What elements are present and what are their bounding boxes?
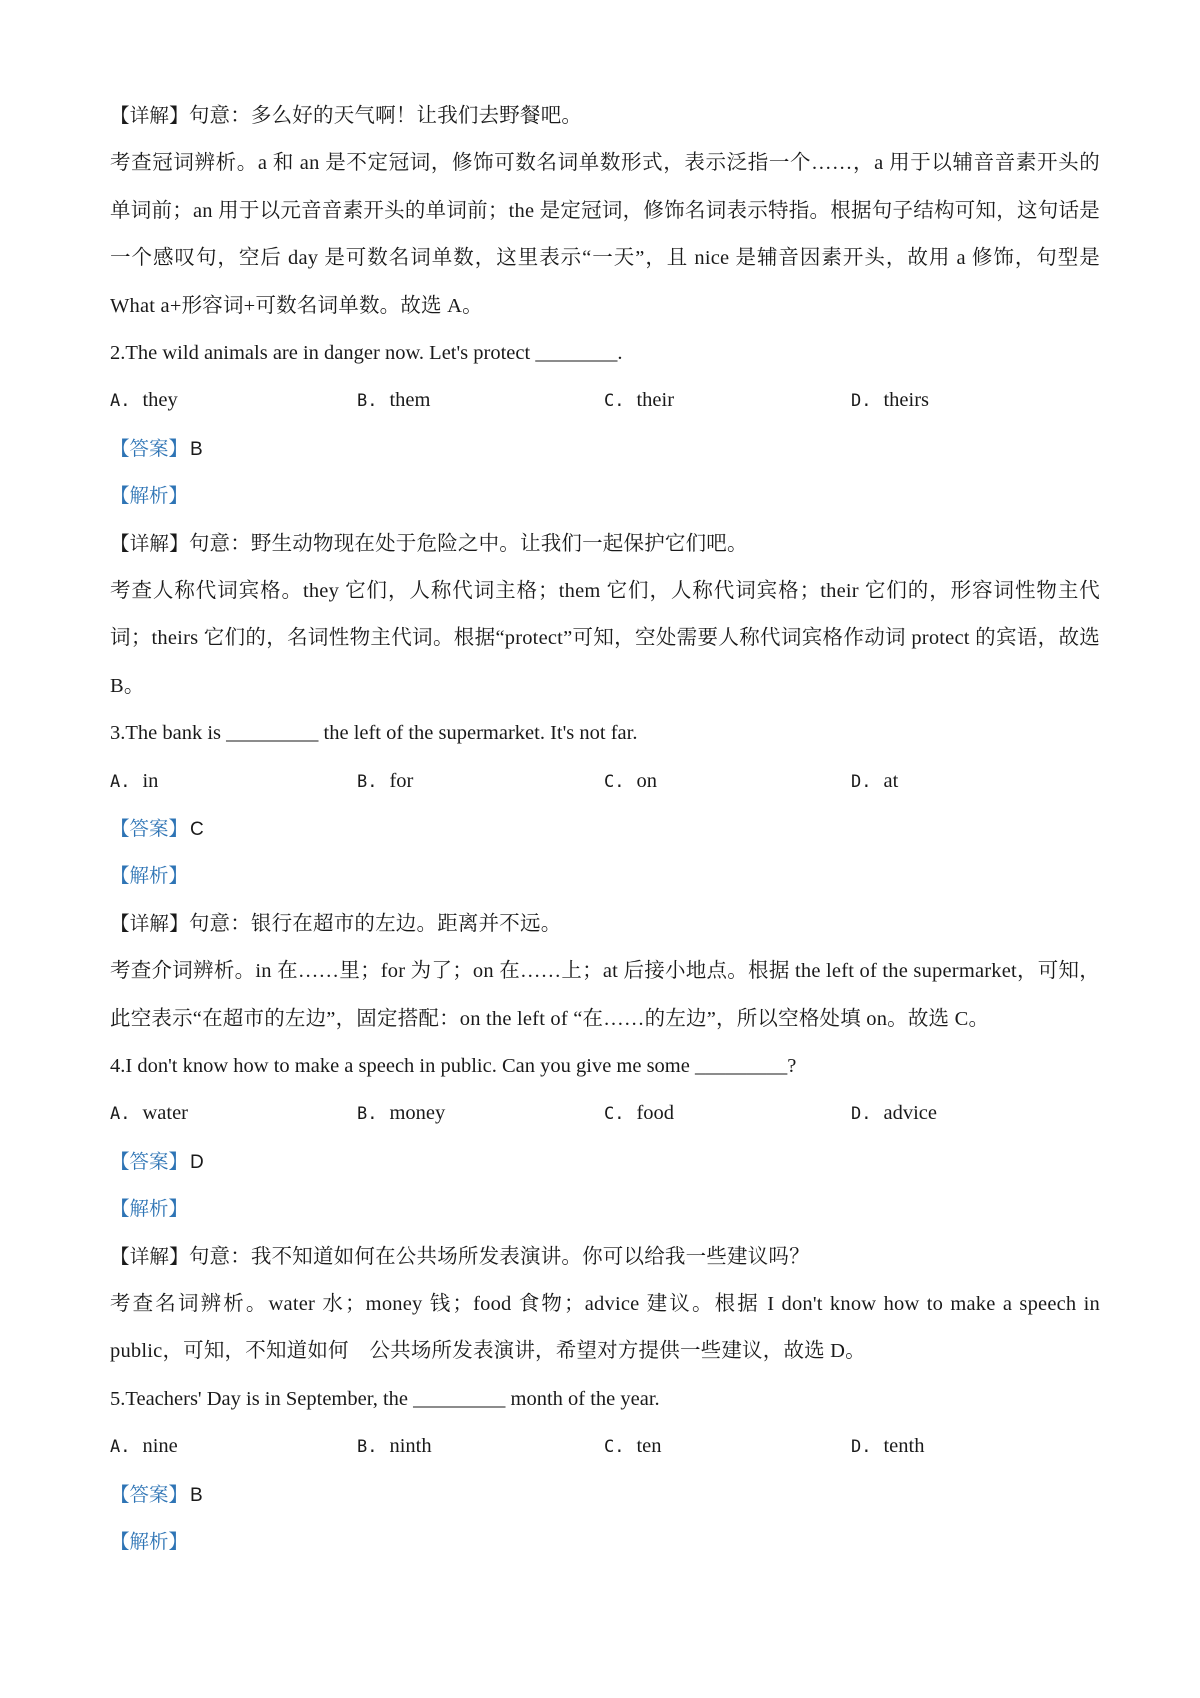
option-text: ten [636,1435,662,1458]
detail-paragraph [110,520,1100,568]
option-item [604,377,851,424]
option-letter: C. [604,771,625,792]
answer-label: 【答案】 [110,817,189,840]
option-item [851,758,1098,805]
explanation-paragraph: 考查名词辨析。water 水；money 钱；food 食物；advice 建议。根据 I don't know how to make a speech in public，可知，不知道如何 公共场所发表演讲，希望对方提供一些建议，故选 D。 [110,1292,1100,1363]
question-text: 4.I don't know how to make a speech in public. Can you give me some _________? [110,1055,797,1077]
answer-label: 【答案】 [110,1482,189,1506]
option-letter: D. [851,391,872,412]
analysis-line [110,852,1100,899]
detail-paragraph [110,900,1100,948]
option-text: money [389,1102,446,1125]
question-text: 5.Teachers' Day is in September, the _________ month of the year. [110,1387,660,1410]
option-letter: B. [357,391,378,412]
detail-text: 句意：我不知道如何在公共场所发表演讲。你可以给我一些建议吗？ [188,1245,810,1268]
option-item [604,758,851,805]
option-text: theirs [883,389,930,412]
document-body [110,92,1100,1565]
option-item [604,1090,851,1137]
option-text: them [389,389,431,412]
explanation-paragraph: 考查人称代词宾格。they 它们，人称代词主格；them 它们，人称代词宾格；their 它们的，形容词性物主代词；theirs 它们的，名词性物主代词。根据“protect”可知，空处需要人称代词宾格作动词 protect 的宾语，故选 B。 [110,580,1100,697]
option-item [110,1090,357,1137]
detail-text: 句意：野生动物现在处于危险之中。让我们一起保护它们吧。 [188,532,748,555]
analysis-label: 【解析】 [110,1197,189,1221]
answer-label: 【答案】 [110,436,189,460]
option-letter: C. [604,1104,625,1125]
answer-label: 【答案】 [110,1149,189,1173]
detail-label: 【详解】 [110,911,189,935]
option-letter: C. [604,1437,625,1458]
options-row [110,377,1100,424]
option-item [110,377,357,424]
analysis-line [110,1185,1100,1232]
detail-paragraph [110,1233,1100,1281]
detail-label: 【详解】 [110,1244,189,1268]
option-item [851,1423,1098,1470]
answer-value: B [190,1484,203,1506]
options-row [110,1423,1100,1470]
detail-text: 句意：银行在超市的左边。距离并不远。 [188,912,562,935]
option-item [357,377,604,424]
answer-line [110,1138,1100,1185]
detail-label: 【详解】 [110,531,189,555]
answer-value: D [190,1151,204,1173]
option-text: ninth [389,1435,432,1458]
option-item [357,1090,604,1137]
option-item [357,1423,604,1470]
detail-paragraph [110,92,1100,140]
explanation-paragraph: 考查介词辨析。in 在……里；for 为了；on 在……上；at 后接小地点。根据 the left of the supermarket，可知，此空表示“在超市的左边”，固定搭配：on the left of “在……的左边”，所以空格处填 on。故选 C。 [110,960,1100,1030]
option-text: at [883,769,899,792]
option-text: advice [883,1102,937,1125]
detail-label: 【详解】 [110,104,189,127]
option-letter: A. [110,391,131,412]
analysis-label: 【解析】 [110,1529,189,1553]
option-letter: B. [357,771,378,792]
option-item [110,758,357,805]
analysis-line [110,472,1100,519]
option-text: food [636,1102,675,1125]
option-letter: A. [110,1104,131,1125]
question-text: 3.The bank is _________ the left of the supermarket. It's not far. [110,722,638,745]
option-letter: B. [357,1104,378,1125]
option-text: tenth [883,1435,925,1458]
analysis-line [110,1518,1100,1565]
option-letter: A. [110,1437,131,1458]
option-item [357,758,604,805]
option-letter: D. [851,771,872,792]
option-letter: C. [604,391,625,412]
answer-line [110,805,1100,852]
option-item [110,1423,357,1470]
option-text: their [636,389,675,412]
option-text: they [142,389,178,412]
option-item [851,1090,1098,1137]
analysis-label: 【解析】 [110,864,189,888]
question-text: 2.The wild animals are in danger now. Let's protect ________. [110,342,623,365]
option-letter: B. [357,1437,378,1458]
option-text: for [389,769,414,792]
options-row [110,758,1100,805]
analysis-label: 【解析】 [110,484,189,508]
option-text: nine [142,1435,178,1458]
answer-value: C [190,819,204,840]
answer-line [110,1471,1100,1518]
explanation-paragraph: 考查冠词辨析。a 和 an 是不定冠词，修饰可数名词单数形式，表示泛指一个……，a 用于以辅音音素开头的单词前；an 用于以元音音素开头的单词前；the 是定冠词，修饰名词表示特指。根据句子结构可知，这句话是一个感叹句，空后 day 是可数名词单数，这里表示“一天”，且 nice 是辅音因素开头，故用 a 修饰，句型是 What a+形容词+可数名词单数。故选 A。 [110,152,1100,317]
answer-value: B [190,438,203,460]
option-text: water [142,1102,189,1125]
option-text: on [636,769,657,792]
option-text: in [142,769,159,792]
option-item [604,1423,851,1470]
options-row [110,1090,1100,1137]
answer-line [110,425,1100,472]
detail-text: 句意：多么好的天气啊！让我们去野餐吧。 [188,105,583,127]
option-letter: A. [110,771,131,792]
option-letter: D. [851,1437,872,1458]
option-letter: D. [851,1104,872,1125]
option-item [851,377,1098,424]
